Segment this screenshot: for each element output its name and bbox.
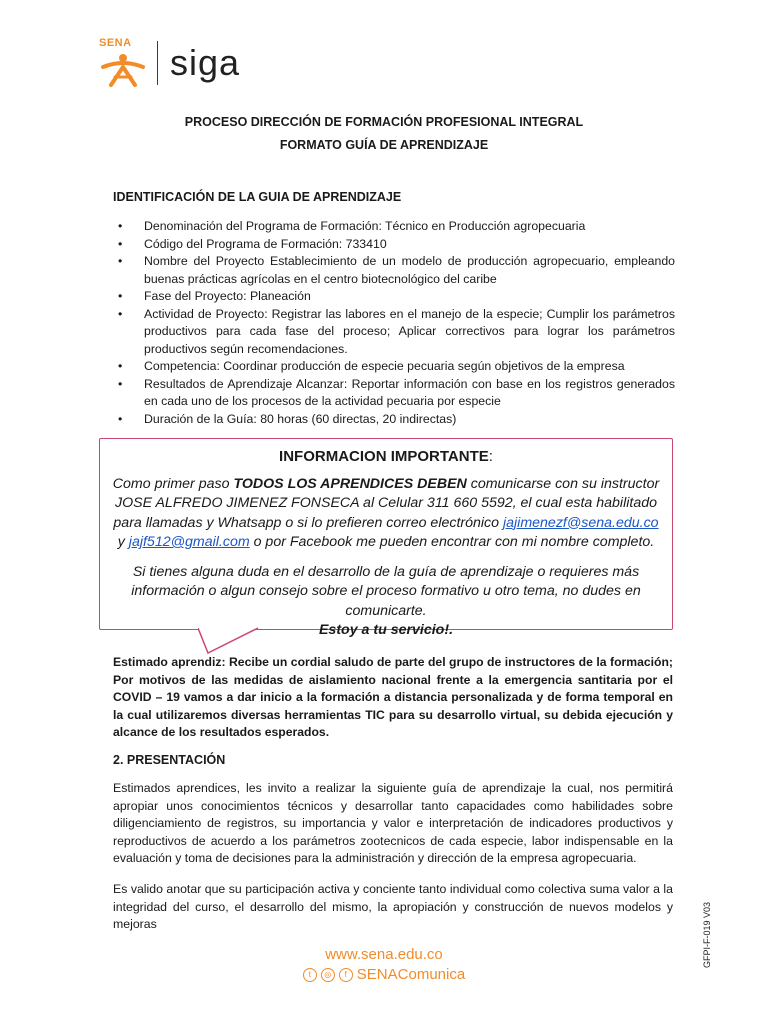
list-item	[115, 358, 675, 376]
list-item-text: Competencia: Coordinar producción de especie pecuaria según objetivos de la empresa	[144, 359, 625, 373]
logo-divider	[157, 41, 158, 85]
identification-heading: IDENTIFICACIÓN DE LA GUIA DE APRENDIZAJE	[113, 190, 402, 204]
bullet-icon: •	[118, 359, 123, 373]
doubts-paragraph: Si tienes alguna duda en el desarrollo de la guía de aprendizaje o requieres más información o algun consejo sobre el proceso formativo u otro tema, no dudes en comunicarte.	[131, 563, 641, 619]
list-item	[115, 236, 675, 254]
identification-list	[115, 218, 675, 428]
list-item	[115, 376, 675, 411]
sena-wordmark: SENA	[99, 37, 132, 49]
email-link-gmail[interactable]: jajf512@gmail.com	[128, 534, 250, 550]
info-heading-colon: :	[488, 448, 493, 465]
list-item-text: Denominación del Programa de Formación: Técnico en Producción agropecuaria	[144, 219, 586, 233]
email-link-sena[interactable]: jajimenezf@sena.edu.co	[502, 514, 659, 531]
bullet-icon: •	[118, 306, 123, 321]
footer-social	[0, 966, 768, 983]
list-item-text: Duración de la Guía: 80 horas (60 directas, 20 indirectas)	[144, 411, 457, 426]
list-item	[115, 253, 675, 288]
list-item-text: Fase del Proyecto: Planeación	[144, 289, 311, 303]
bullet-icon: •	[118, 236, 123, 251]
instagram-icon[interactable]: ◎	[321, 968, 335, 982]
contact-text-a: Como primer paso	[112, 475, 234, 492]
contact-text-c: comunicarse con su instructor JOSE ALFREDO JIMENEZ FONSECA al Celular 311 660 5592, el cual esta habilitado para llamadas y Whatsapp o si lo prefieren correo electrónico	[113, 475, 660, 531]
process-title: PROCESO DIRECCIÓN DE FORMACIÓN PROFESIONAL INTEGRAL	[184, 115, 584, 129]
bullet-icon: •	[118, 411, 123, 426]
bullet-icon: •	[118, 254, 123, 268]
contact-text-emphasis: TODOS LOS APRENDICES DEBEN	[233, 475, 467, 492]
list-item-text: Código del Programa de Formación: 733410	[144, 236, 387, 251]
presentation-heading: 2. PRESENTACIÓN	[113, 753, 226, 767]
important-info-callout	[99, 438, 673, 638]
facebook-icon[interactable]: f	[339, 968, 353, 982]
list-item	[115, 218, 675, 236]
format-title: FORMATO GUÍA DE APRENDIZAJE	[279, 138, 489, 152]
bullet-icon: •	[118, 289, 123, 303]
siga-logo: siga	[170, 42, 241, 83]
list-item-text: Actividad de Proyecto: Registrar las labores en el manejo de la especie; Cumplir los parámetros productivos para cada fase del proceso; Aplicar correctivos para lograr los parámetros productivos según recomendaciones.	[144, 306, 675, 356]
header-logo	[97, 34, 240, 92]
callout-tail-icon	[198, 627, 268, 655]
list-item	[115, 411, 675, 429]
list-item-text: Resultados de Aprendizaje Alcanzar: Reportar información con base en los registros generados en cada uno de los procesos de la actividad pecuaria por especie	[144, 376, 675, 408]
twitter-icon[interactable]: t	[303, 968, 317, 982]
list-item-text: Nombre del Proyecto Establecimiento de un modelo de producción agropecuario, empleando buenas prácticas agrícolas en el centro biotecnológico del caribe	[144, 254, 675, 286]
info-heading	[110, 447, 662, 467]
list-item	[115, 288, 675, 306]
service-line: Estoy a tu servicio!.	[318, 622, 454, 638]
greeting-paragraph: Estimado aprendiz: Recibe un cordial saludo de parte del grupo de instructores de la formación; Por motivos de las medidas de aislamiento nacional frente a la emergencia santitaria por el COVID – 19 vamos a dar inicio a la formación a distancia personalizada y de forma temporal en la cual utilizaremos diversas herramientas TIC para su desarrollo virtual, su debida ejecución y alcance de los resultados esperados.	[113, 655, 673, 739]
list-item	[115, 306, 675, 359]
form-code: GFPI-F-019 V03	[702, 901, 712, 968]
contact-text-d: y	[117, 534, 129, 550]
footer-website-link[interactable]: www.sena.edu.co	[325, 946, 443, 963]
bullet-icon: •	[118, 219, 123, 233]
bullet-icon: •	[118, 376, 123, 391]
contact-paragraph	[110, 475, 662, 553]
presentation-paragraph-1: Estimados aprendices, les invito a realizar la siguiente guía de aprendizaje la cual, nos permitirá apropiar unos conocimientos técnicos y desarrollar tanto capacidades como habilidades sobre diligenciamiento de registros, su importancia y valor e interpretación de indicadores productivos y reproductivos de acuerdo a los parámetros zootecnicos de cada especie, labor indispensable en la evaluación y toma de decisiones para la administración y dirección de la empresa agropecuaria.	[113, 781, 673, 866]
contact-text-e: o por Facebook me pueden encontrar con mi nombre completo.	[249, 534, 655, 550]
social-handle[interactable]: SENAComunica	[356, 966, 466, 983]
sena-logo	[97, 37, 149, 89]
presentation-paragraph-2: Es valido anotar que su participación activa y conciente tanto individual como colectiva suma valor a la integridad del curso, el desarrollo del mismo, la apropiación y construcción de nuevos modelos y mejoras	[113, 882, 673, 932]
info-heading-text: INFORMACION IMPORTANTE	[279, 448, 489, 465]
